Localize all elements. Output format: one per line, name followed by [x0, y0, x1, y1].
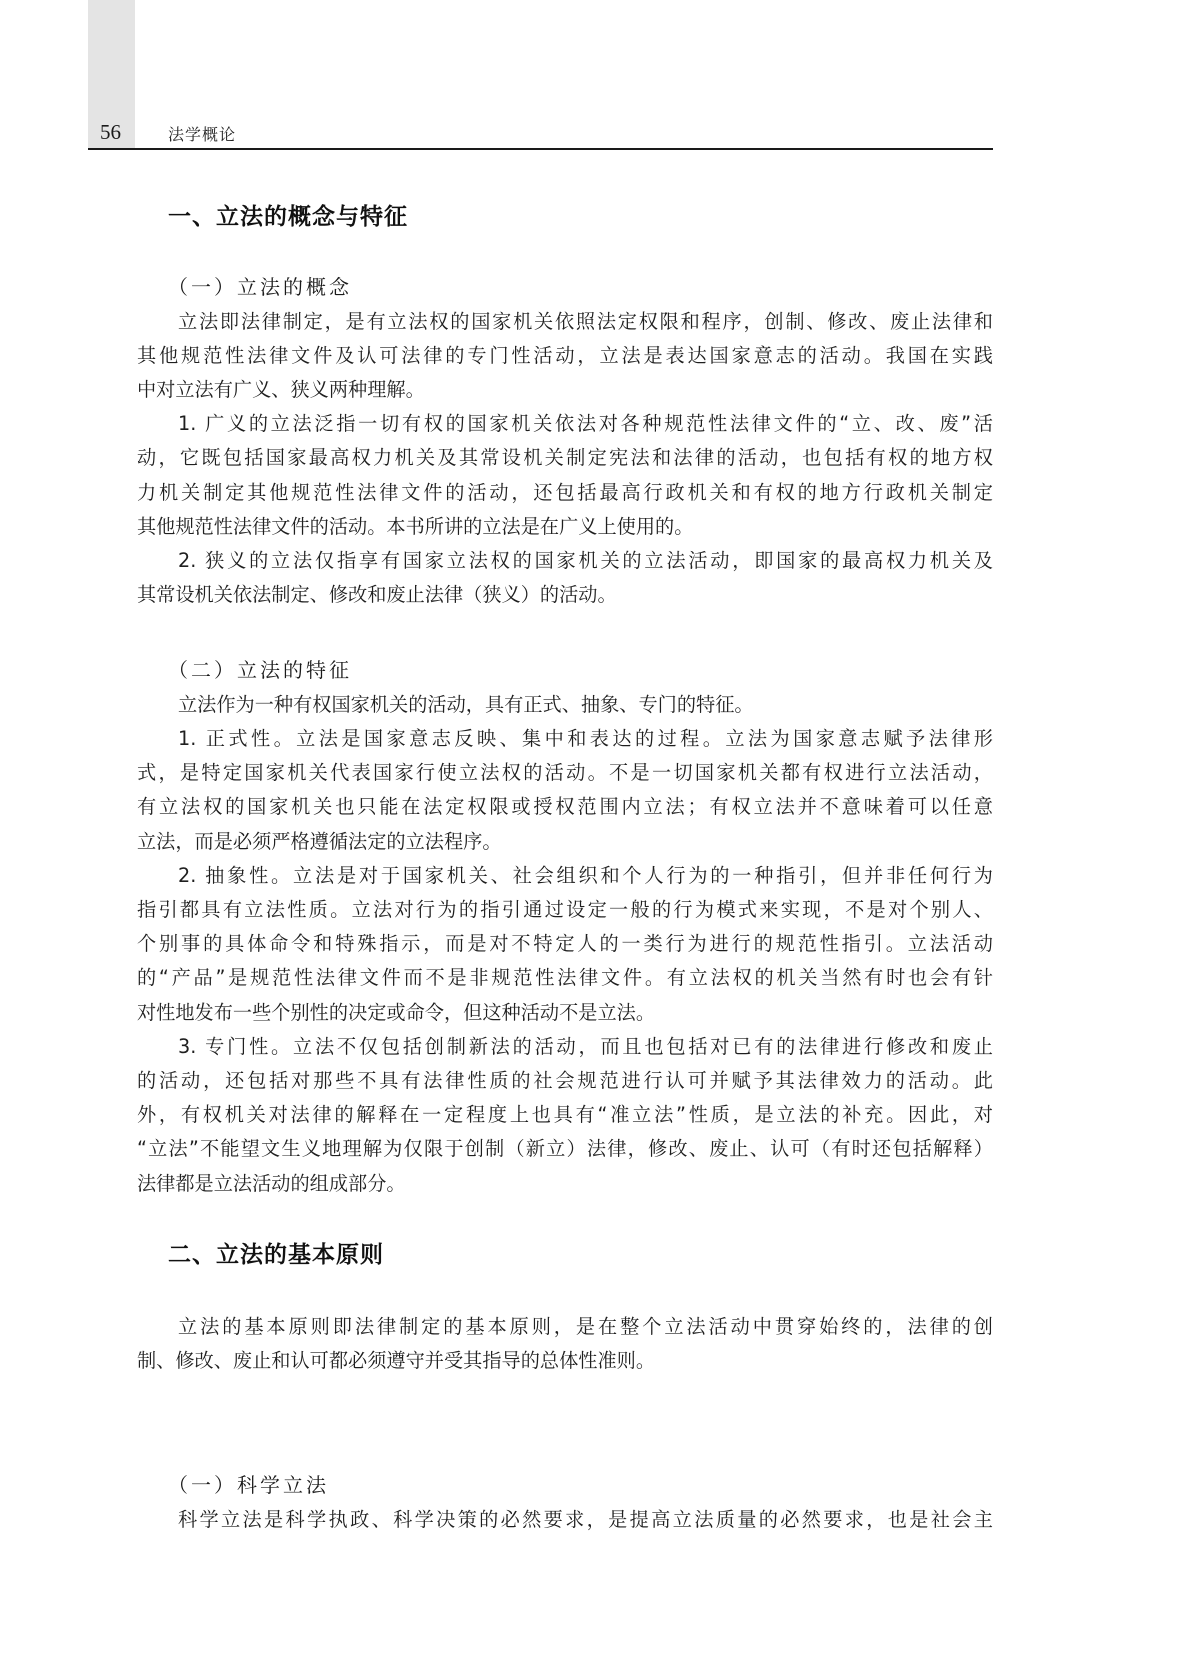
paragraph-line: 制、修改、废止和认可都必须遵守并受其指导的总体性准则。	[137, 1349, 656, 1372]
paragraph-line: 对性地发布一些个别性的决定或命令，但这种活动不是立法。	[137, 1001, 656, 1024]
paragraph-line: 其他规范性法律文件及认可法律的专门性活动，立法是表达国家意志的活动。我国在实践	[137, 344, 993, 367]
paragraph-line: 科学立法是科学执政、科学决策的必然要求，是提高立法质量的必然要求，也是社会主	[178, 1508, 993, 1531]
running-title: 法学概论	[168, 125, 237, 144]
paragraph-line: 中对立法有广义、狭义两种理解。	[137, 378, 425, 401]
paragraph-line: 其常设机关依法制定、修改和废止法律（狭义）的活动。	[137, 583, 617, 606]
section-heading-1: 一、立法的概念与特征	[168, 204, 408, 230]
paragraph-line: 有立法权的国家机关也只能在法定权限或授权范围内立法；有权立法并不意味着可以任意	[137, 795, 993, 818]
paragraph-line: 指引都具有立法性质。立法对行为的指引通过设定一般的行为模式来实现，不是对个别人、	[137, 898, 993, 921]
paragraph-line: 式，是特定国家机关代表国家行使立法权的活动。不是一切国家机关都有权进行立法活动，	[137, 761, 993, 784]
paragraph-line: 力机关制定其他规范性法律文件的活动，还包括最高行政机关和有权的地方行政机关制定	[137, 481, 993, 504]
paragraph-line: 立法，而是必须严格遵循法定的立法程序。	[137, 830, 502, 853]
paragraph-line: 立法即法律制定，是有立法权的国家机关依照法定权限和程序，创制、修改、废止法律和	[178, 310, 993, 333]
paragraph-line: 2. 抽象性。立法是对于国家机关、社会组织和个人行为的一种指引，但并非任何行为	[178, 864, 993, 887]
paragraph-line: 立法的基本原则即法律制定的基本原则，是在整个立法活动中贯穿始终的，法律的创	[178, 1315, 993, 1338]
paragraph-line: 3. 专门性。立法不仅包括创制新法的活动，而且也包括对已有的法律进行修改和废止	[178, 1035, 993, 1058]
paragraph-line: 立法作为一种有权国家机关的活动，具有正式、抽象、专门的特征。	[178, 693, 754, 716]
paragraph-line: 外，有权机关对法律的解释在一定程度上也具有“准立法”性质，是立法的补充。因此，对	[137, 1103, 993, 1126]
paragraph-line: 其他规范性法律文件的活动。本书所讲的立法是在广义上使用的。	[137, 515, 694, 538]
page-number: 56	[100, 120, 121, 144]
header-rule	[88, 148, 993, 150]
paragraph-line: 1. 广义的立法泛指一切有权的国家机关依法对各种规范性法律文件的“立、改、废”活	[178, 412, 993, 435]
paragraph-line: 的“产品”是规范性法律文件而不是非规范性法律文件。有立法权的机关当然有时也会有针	[137, 966, 993, 989]
paragraph-line: 1. 正式性。立法是国家意志反映、集中和表达的过程。立法为国家意志赋予法律形	[178, 727, 993, 750]
paragraph-line: 个别事的具体命令和特殊指示，而是对不特定人的一类行为进行的规范性指引。立法活动	[137, 932, 993, 955]
subsection-heading-2-1: （一）科学立法	[168, 1473, 329, 1497]
subsection-heading-1-2: （二）立法的特征	[168, 658, 352, 682]
paragraph-line: 的活动，还包括对那些不具有法律性质的社会规范进行认可并赋予其法律效力的活动。此	[137, 1069, 993, 1092]
paragraph-line: 法律都是立法活动的组成部分。	[137, 1172, 406, 1195]
paragraph-line: 2. 狭义的立法仅指享有国家立法权的国家机关的立法活动，即国家的最高权力机关及	[178, 549, 993, 572]
subsection-heading-1-1: （一）立法的概念	[168, 275, 352, 299]
paragraph-line: “立法”不能望文生义地理解为仅限于创制（新立）法律，修改、废止、认可（有时还包括解释）	[137, 1137, 993, 1160]
section-heading-2: 二、立法的基本原则	[168, 1242, 384, 1268]
paragraph-line: 动，它既包括国家最高权力机关及其常设机关制定宪法和法律的活动，也包括有权的地方权	[137, 446, 993, 469]
